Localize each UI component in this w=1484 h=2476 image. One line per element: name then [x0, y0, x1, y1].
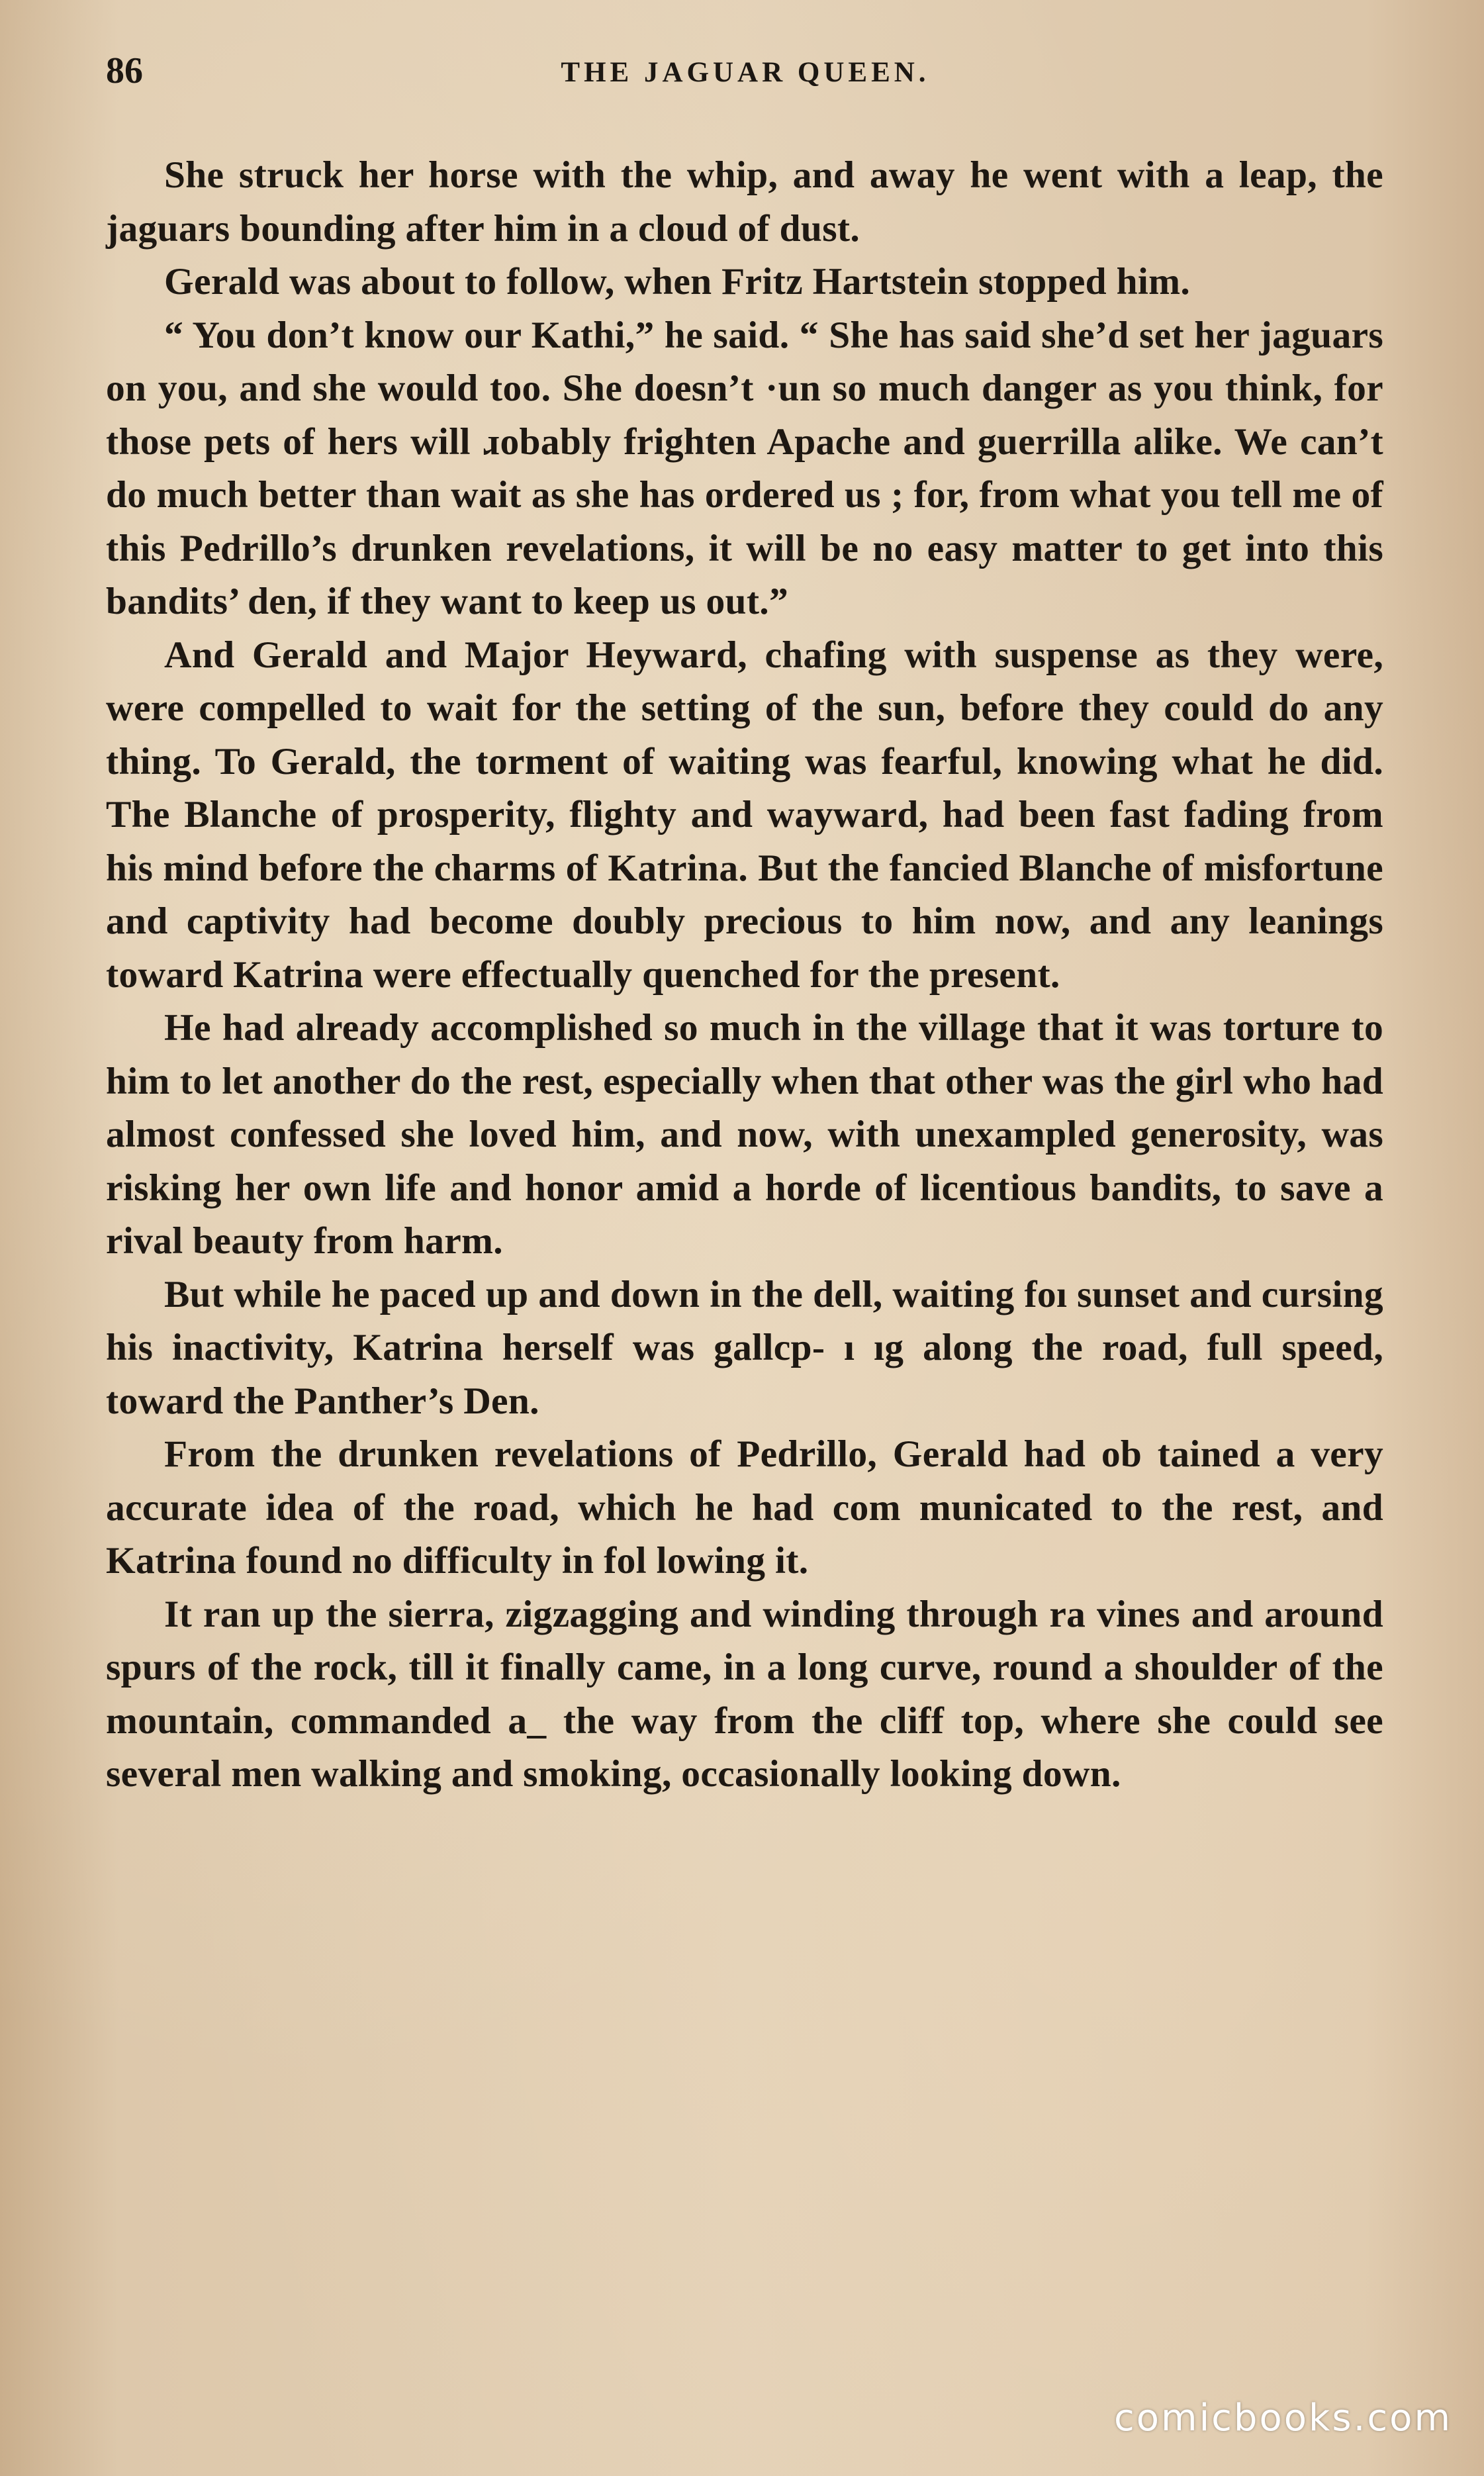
paragraph: Gerald was about to follow, when Fritz Hartstein stopped him. — [164, 261, 1191, 303]
watermark: comicbooks.com — [1113, 2397, 1452, 2440]
paragraph: But while he paced up and down in the dell, waiting foı sunset and cursing his inactivity, Katrina herself was gallcp- ı ıg along the road, full speed, toward the Panther’s Den. — [106, 1273, 1383, 1422]
paragraph: He had already accomplished so much in the village that it was torture to him to let another do the rest, especially when that other was the girl who had almost confessed she loved him, and now, with unexampled generosity, was risking her own life and honor amid a horde of licentious bandits, to save a rival beauty from harm. — [106, 1007, 1383, 1262]
running-title: THE JAGUAR QUEEN. — [561, 57, 930, 88]
paragraph: She struck her horse with the whip, and away he went with a leap, the jaguars bounding after him in a cloud of dust. — [106, 154, 1383, 250]
paragraph: “ You don’t know our Kathi,” he said. “ She has said she’d set her jaguars on you, and she would too. She doesn’t ·un so much danger as you think, for those pets of hers will ɹobably frighten Apache and guerrilla alike. We can’t do much better than wait as she has ordered us ; for, from what you tell me of this Pedrillo’s drunken revelations, it will be no easy matter to get into this bandits’ den, if they want to keep us out.” — [106, 314, 1383, 622]
paragraph: From the drunken revelations of Pedrillo, Gerald had ob tained a very accurate idea of the road, which he had com municated to the rest, and Katrina found no difficulty in fol lowing it. — [106, 1433, 1383, 1582]
paragraph: It ran up the sierra, zigzagging and winding through ra vines and around spurs of the rock, till it finally came, in a long curve, round a shoulder of the mountain, commanded a_ the way from the cliff top, where she could see several men walking and smoking, occasionally looking down. — [106, 1593, 1383, 1795]
page-header — [106, 50, 1385, 96]
paragraph: And Gerald and Major Heyward, chafing with suspense as they were, were compelled to wait for the setting of the sun, before they could do any thing. To Gerald, the torment of waiting was fearful, knowing what he did. The Blanche of prosperity, flighty and wayward, had been fast fading from his mind before the charms of Katrina. But the fancied Blanche of misfortune and captivity had become doubly precious to him now, and any leanings toward Katrina were effectually quenched for the present. — [106, 634, 1383, 996]
page-number: 86 — [106, 50, 143, 91]
body-text — [106, 149, 1383, 1801]
